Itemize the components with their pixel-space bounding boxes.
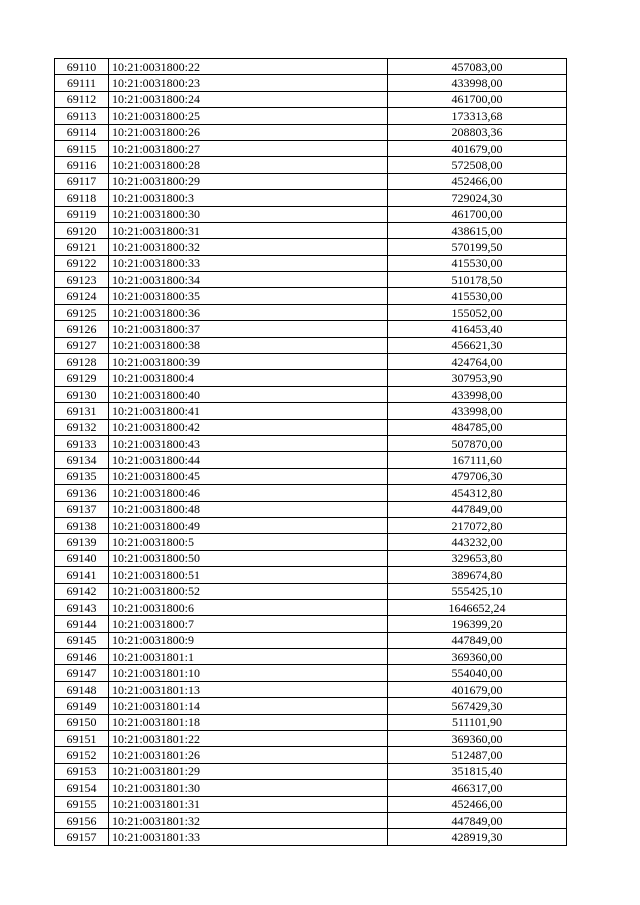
value-cell: 438615,00 [388,222,567,238]
table-row [55,386,567,402]
row-number-cell: 69148 [55,681,109,697]
row-number-cell: 69129 [55,370,109,386]
row-number-cell: 69143 [55,599,109,615]
value-cell: 447849,00 [388,501,567,517]
cadastral-number-cell: 10:21:0031800:5 [109,534,388,550]
table-row [55,698,567,714]
cadastral-number-cell: 10:21:0031800:36 [109,304,388,320]
cadastral-number-cell: 10:21:0031800:51 [109,567,388,583]
cadastral-number-cell: 10:21:0031800:30 [109,206,388,222]
row-number-cell: 69115 [55,140,109,156]
value-cell: 208803,36 [388,124,567,140]
cadastral-number-cell: 10:21:0031800:26 [109,124,388,140]
cadastral-number-cell: 10:21:0031800:49 [109,517,388,533]
row-number-cell: 69112 [55,91,109,107]
document-page [54,58,566,846]
cadastral-number-cell: 10:21:0031800:4 [109,370,388,386]
row-number-cell: 69122 [55,255,109,271]
row-number-cell: 69144 [55,616,109,632]
row-number-cell: 69147 [55,665,109,681]
value-cell: 466317,00 [388,780,567,796]
value-cell: 415530,00 [388,255,567,271]
table-row [55,370,567,386]
value-cell: 729024,30 [388,190,567,206]
table-row [55,337,567,353]
value-cell: 401679,00 [388,681,567,697]
row-number-cell: 69125 [55,304,109,320]
value-cell: 456621,30 [388,337,567,353]
row-number-cell: 69111 [55,75,109,91]
cadastral-number-cell: 10:21:0031800:22 [109,59,388,75]
value-cell: 452466,00 [388,796,567,812]
table-row [55,304,567,320]
cadastral-number-cell: 10:21:0031800:42 [109,419,388,435]
table-row [55,665,567,681]
row-number-cell: 69118 [55,190,109,206]
row-number-cell: 69135 [55,468,109,484]
row-number-cell: 69153 [55,763,109,779]
value-cell: 369360,00 [388,649,567,665]
row-number-cell: 69134 [55,452,109,468]
table-row [55,59,567,75]
table-row [55,763,567,779]
value-cell: 443232,00 [388,534,567,550]
table-row [55,222,567,238]
cadastral-number-cell: 10:21:0031800:35 [109,288,388,304]
table-row [55,468,567,484]
table-row [55,435,567,451]
row-number-cell: 69132 [55,419,109,435]
table-row [55,190,567,206]
table-row [55,108,567,124]
cadastral-number-cell: 10:21:0031800:24 [109,91,388,107]
row-number-cell: 69114 [55,124,109,140]
table-row [55,452,567,468]
row-number-cell: 69146 [55,649,109,665]
row-number-cell: 69142 [55,583,109,599]
row-number-cell: 69113 [55,108,109,124]
row-number-cell: 69121 [55,239,109,255]
cadastral-number-cell: 10:21:0031801:13 [109,681,388,697]
cadastral-number-cell: 10:21:0031800:34 [109,272,388,288]
cadastral-number-cell: 10:21:0031800:40 [109,386,388,402]
row-number-cell: 69140 [55,550,109,566]
cadastral-number-cell: 10:21:0031801:14 [109,698,388,714]
table-row [55,255,567,271]
cadastral-number-cell: 10:21:0031801:30 [109,780,388,796]
row-number-cell: 69141 [55,567,109,583]
row-number-cell: 69157 [55,829,109,845]
table-row [55,747,567,763]
value-cell: 1646652,24 [388,599,567,615]
value-cell: 401679,00 [388,140,567,156]
row-number-cell: 69136 [55,485,109,501]
table-row [55,140,567,156]
table-row [55,91,567,107]
table-row [55,780,567,796]
cadastral-number-cell: 10:21:0031800:25 [109,108,388,124]
table-row [55,419,567,435]
cadastral-number-cell: 10:21:0031800:48 [109,501,388,517]
cadastral-number-cell: 10:21:0031800:45 [109,468,388,484]
cadastral-number-cell: 10:21:0031800:38 [109,337,388,353]
value-cell: 389674,80 [388,567,567,583]
value-cell: 424764,00 [388,354,567,370]
table-row [55,534,567,550]
cadastral-number-cell: 10:21:0031800:23 [109,75,388,91]
table-row [55,714,567,730]
row-number-cell: 69145 [55,632,109,648]
row-number-cell: 69152 [55,747,109,763]
cadastral-number-cell: 10:21:0031801:26 [109,747,388,763]
table-row [55,517,567,533]
table-row [55,354,567,370]
cadastral-number-cell: 10:21:0031801:1 [109,649,388,665]
cadastral-number-cell: 10:21:0031801:29 [109,763,388,779]
table-row [55,239,567,255]
row-number-cell: 69117 [55,173,109,189]
value-cell: 452466,00 [388,173,567,189]
table-row [55,75,567,91]
value-cell: 217072,80 [388,517,567,533]
row-number-cell: 69120 [55,222,109,238]
row-number-cell: 69151 [55,731,109,747]
cadastral-number-cell: 10:21:0031801:31 [109,796,388,812]
value-cell: 351815,40 [388,763,567,779]
row-number-cell: 69155 [55,796,109,812]
cadastral-number-cell: 10:21:0031800:50 [109,550,388,566]
row-number-cell: 69127 [55,337,109,353]
value-cell: 428919,30 [388,829,567,845]
value-cell: 570199,50 [388,239,567,255]
value-cell: 369360,00 [388,731,567,747]
value-cell: 415530,00 [388,288,567,304]
value-cell: 512487,00 [388,747,567,763]
row-number-cell: 69139 [55,534,109,550]
row-number-cell: 69123 [55,272,109,288]
table-row [55,485,567,501]
table-row [55,681,567,697]
value-cell: 461700,00 [388,91,567,107]
table-row [55,550,567,566]
row-number-cell: 69128 [55,354,109,370]
table-row [55,403,567,419]
value-cell: 433998,00 [388,75,567,91]
value-cell: 196399,20 [388,616,567,632]
row-number-cell: 69138 [55,517,109,533]
data-table [54,58,567,846]
value-cell: 484785,00 [388,419,567,435]
table-row [55,616,567,632]
table-row [55,796,567,812]
value-cell: 447849,00 [388,812,567,828]
row-number-cell: 69110 [55,59,109,75]
row-number-cell: 69150 [55,714,109,730]
value-cell: 554040,00 [388,665,567,681]
cadastral-number-cell: 10:21:0031800:28 [109,157,388,173]
value-cell: 507870,00 [388,435,567,451]
table-row [55,501,567,517]
table-row [55,599,567,615]
table-row [55,157,567,173]
value-cell: 173313,68 [388,108,567,124]
value-cell: 307953,90 [388,370,567,386]
value-cell: 433998,00 [388,386,567,402]
value-cell: 167111,60 [388,452,567,468]
table-row [55,812,567,828]
cadastral-number-cell: 10:21:0031801:18 [109,714,388,730]
cadastral-number-cell: 10:21:0031801:10 [109,665,388,681]
row-number-cell: 69133 [55,435,109,451]
cadastral-number-cell: 10:21:0031800:3 [109,190,388,206]
row-number-cell: 69137 [55,501,109,517]
row-number-cell: 69116 [55,157,109,173]
value-cell: 510178,50 [388,272,567,288]
cadastral-number-cell: 10:21:0031800:39 [109,354,388,370]
table-row [55,288,567,304]
value-cell: 433998,00 [388,403,567,419]
cadastral-number-cell: 10:21:0031800:37 [109,321,388,337]
table-row [55,567,567,583]
table-body [55,59,567,846]
cadastral-number-cell: 10:21:0031800:43 [109,435,388,451]
row-number-cell: 69124 [55,288,109,304]
value-cell: 511101,90 [388,714,567,730]
cadastral-number-cell: 10:21:0031801:22 [109,731,388,747]
cadastral-number-cell: 10:21:0031800:32 [109,239,388,255]
cadastral-number-cell: 10:21:0031800:27 [109,140,388,156]
cadastral-number-cell: 10:21:0031801:33 [109,829,388,845]
value-cell: 329653,80 [388,550,567,566]
value-cell: 479706,30 [388,468,567,484]
cadastral-number-cell: 10:21:0031800:41 [109,403,388,419]
cadastral-number-cell: 10:21:0031800:29 [109,173,388,189]
value-cell: 457083,00 [388,59,567,75]
table-row [55,173,567,189]
value-cell: 567429,30 [388,698,567,714]
row-number-cell: 69156 [55,812,109,828]
cadastral-number-cell: 10:21:0031800:31 [109,222,388,238]
row-number-cell: 69149 [55,698,109,714]
cadastral-number-cell: 10:21:0031800:33 [109,255,388,271]
table-row [55,649,567,665]
table-row [55,272,567,288]
value-cell: 572508,00 [388,157,567,173]
value-cell: 454312,80 [388,485,567,501]
value-cell: 555425,10 [388,583,567,599]
cadastral-number-cell: 10:21:0031800:52 [109,583,388,599]
cadastral-number-cell: 10:21:0031800:44 [109,452,388,468]
table-row [55,321,567,337]
table-row [55,731,567,747]
table-row [55,206,567,222]
value-cell: 447849,00 [388,632,567,648]
value-cell: 416453,40 [388,321,567,337]
row-number-cell: 69126 [55,321,109,337]
cadastral-number-cell: 10:21:0031800:9 [109,632,388,648]
cadastral-number-cell: 10:21:0031800:46 [109,485,388,501]
row-number-cell: 69130 [55,386,109,402]
row-number-cell: 69154 [55,780,109,796]
value-cell: 155052,00 [388,304,567,320]
cadastral-number-cell: 10:21:0031800:7 [109,616,388,632]
value-cell: 461700,00 [388,206,567,222]
row-number-cell: 69131 [55,403,109,419]
row-number-cell: 69119 [55,206,109,222]
table-row [55,583,567,599]
table-row [55,124,567,140]
table-row [55,632,567,648]
cadastral-number-cell: 10:21:0031801:32 [109,812,388,828]
table-row [55,829,567,845]
cadastral-number-cell: 10:21:0031800:6 [109,599,388,615]
